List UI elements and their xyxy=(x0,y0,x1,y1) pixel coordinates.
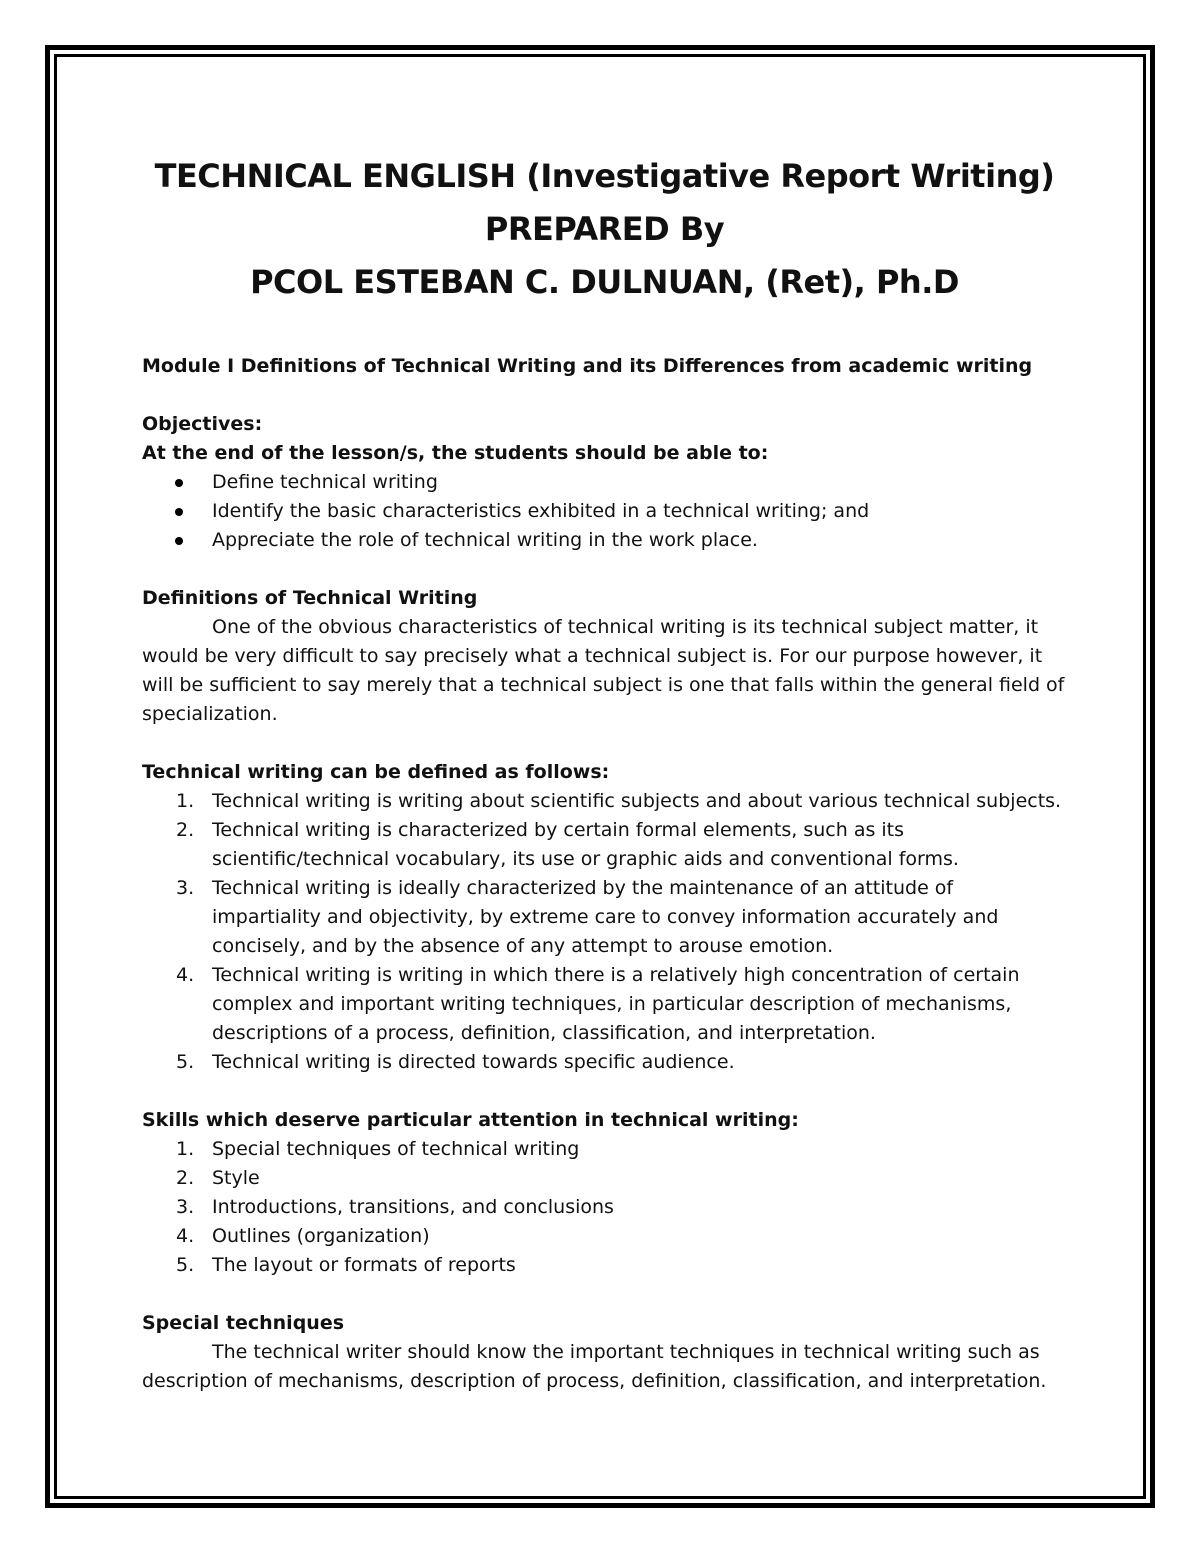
objectives-list xyxy=(142,468,1067,555)
list-number: 3. xyxy=(176,1196,195,1218)
bullet-icon xyxy=(175,508,183,516)
list-number: 4. xyxy=(176,964,195,986)
list-item: Identify the basic characteristics exhibited in a technical writing; and xyxy=(212,497,1067,526)
list-item: 4. Outlines (organization) xyxy=(212,1222,1067,1251)
title-line-2: PREPARED By xyxy=(484,210,725,248)
list-item: 1. Technical writing is writing about scientific subjects and about various technical subjects. xyxy=(212,787,1067,816)
list-number: 2. xyxy=(176,1167,195,1189)
list-number: 3. xyxy=(176,877,195,899)
objectives-intro: At the end of the lesson/s, the students should be able to: xyxy=(142,442,769,464)
bullet-icon xyxy=(175,537,183,545)
defined-as-heading: Technical writing can be defined as follows: xyxy=(142,761,610,783)
special-paragraph xyxy=(142,1338,1067,1396)
definitions-heading: Definitions of Technical Writing xyxy=(142,587,478,609)
paragraph-line: description of mechanisms, description of process, definition, classification, and interpretation. xyxy=(142,1370,1047,1392)
paragraph-line: will be sufficient to say merely that a technical subject is one that falls within the general field of xyxy=(142,674,1065,696)
list-item: 2. Style xyxy=(212,1164,1067,1193)
paragraph-line: One of the obvious characteristics of technical writing is its technical subject matter, it xyxy=(212,616,1039,638)
skills-list xyxy=(142,1135,1067,1280)
special-heading: Special techniques xyxy=(142,1312,345,1334)
list-item: Appreciate the role of technical writing in the work place. xyxy=(212,526,1067,555)
list-item: 4. Technical writing is writing in which there is a relatively high concentration of certain complex and important writing techniques, in particular description of mechanisms, descriptions of a process, definition, classification, and interpretation. xyxy=(212,961,1067,1048)
document-body xyxy=(142,150,1067,1396)
definitions-paragraph xyxy=(142,613,1067,729)
list-item: 1. Special techniques of technical writing xyxy=(212,1135,1067,1164)
objectives-label: Objectives: xyxy=(142,413,263,435)
bullet-icon xyxy=(175,479,183,487)
module-heading: Module I Definitions of Technical Writing and its Differences from academic writing xyxy=(142,355,1033,377)
list-number: 1. xyxy=(176,1138,195,1160)
defined-as-list xyxy=(142,787,1067,1077)
list-item: 5. The layout or formats of reports xyxy=(212,1251,1067,1280)
list-number: 5. xyxy=(176,1254,195,1276)
list-item: 3. Introductions, transitions, and conclusions xyxy=(212,1193,1067,1222)
list-number: 1. xyxy=(176,790,195,812)
list-item: 5. Technical writing is directed towards specific audience. xyxy=(212,1048,1067,1077)
document-title xyxy=(112,150,1097,309)
paragraph-line: The technical writer should know the important techniques in technical writing such as xyxy=(212,1341,1040,1363)
list-item: 2. Technical writing is characterized by certain formal elements, such as its scientific/technical vocabulary, its use or graphic aids and conventional forms. xyxy=(212,816,1067,874)
list-number: 5. xyxy=(176,1051,195,1073)
list-item: Define technical writing xyxy=(212,468,1067,497)
list-item: 3. Technical writing is ideally characterized by the maintenance of an attitude of impartiality and objectivity, by extreme care to convey information accurately and concisely, and by the absence of any attempt to arouse emotion. xyxy=(212,874,1067,961)
list-number: 4. xyxy=(176,1225,195,1247)
paragraph-line: specialization. xyxy=(142,703,278,725)
paragraph-line: would be very difficult to say precisely what a technical subject is. For our purpose however, it xyxy=(142,645,1043,667)
skills-heading: Skills which deserve particular attention in technical writing: xyxy=(142,1109,799,1131)
list-number: 2. xyxy=(176,819,195,841)
title-line-3: PCOL ESTEBAN C. DULNUAN, (Ret), Ph.D xyxy=(250,263,959,301)
title-line-1: TECHNICAL ENGLISH (Investigative Report Writing) xyxy=(154,157,1055,195)
